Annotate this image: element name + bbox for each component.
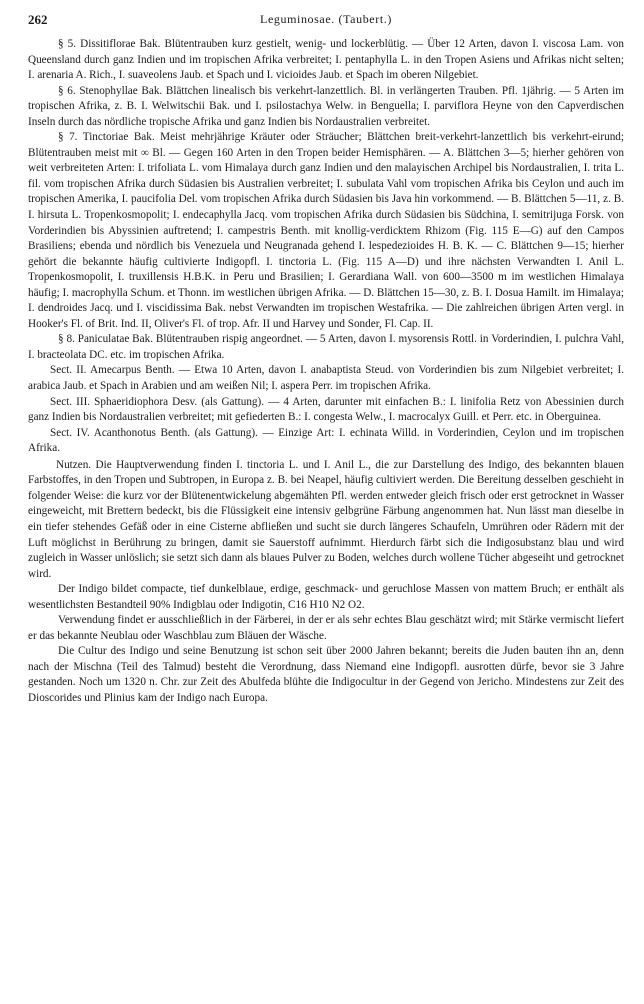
paragraph-section-5: § 5. Dissitiflorae Bak. Blütentrauben kurz gestielt, wenig- und lockerblütig. — Über 12 Arten, davon I. viscosa Lam. von Queensland durch ganz Indien und im tropischen Afrika verbreitet; I. pentaphylla L. in den Tropen Asiens und Afrikas nicht selten; I. arenaria A. Rich., I. suaveolens Jaub. et Spach und I. vicioides Jaub. et Spach im oberen Nilgebiet. xyxy=(28,38,624,82)
paragraph-section-7: § 7. Tinctoriae Bak. Meist mehrjährige Kräuter oder Sträucher; Blättchen breit-verkehrt-lanzettlich bis verkehrt-eirund; Blütentrauben meist mit ∞ Bl. — Gegen 160 Arten in den Tropen beider Hemisphären. — A. Blättchen 3—5; hierher gehören von weit verbreiteten Arten: I. trifoliata L. vom Himalaya durch ganz Indien und den malayischen Archipel bis Nordaustralien, I. trita L. fil. vom tropischen Afrika durch Südasien bis Australien verbreitet; I. subulata Vahl vom tropischen Afrika bis Ceylon und auch im tropischen Amerika, I. paucifolia Del. vom tropischen Afrika durch Südasien bis Java hin vorkommend. — B. Blättchen 5—11, z. B. I. hirsuta L. Tropenkosmopolit; I. endecaphylla Jacq. vom tropischen Afrika durch Südasien bis Südchina, I. semitrijuga Forsk. von Vorderindien bis Abyssinien auftretend; I. campestris Benth. mit knollig-verdicktem Rhizom (Fig. 115 E—G) auf den Campos Brasiliens; ebenda und nördlich bis Venezuela und Neugranada gehend I. lespedezioides H. B. K. — C. Blättchen 9—15; hierher gehört die bekannte häufig cultivierte Indigopfl. I. tinctoria L. (Fig. 115 A—D) und ihre nächsten Verwandten I. Anil L. Tropenkosmopolit, I. truxillensis H.B.K. in Peru und Brasilien; I. Gerardiana Wall. von 600—3500 m im westlichen Himalaya häufig; I. macrophylla Schum. et Thonn. im westlichen übrigen Afrika. — D. Blättchen 15—30, z. B. I. Dosua Hamilt. im Himalaya; I. dendroides Jacq. und I. viscidissima Bak. nebst Verwandten im tropischen Westafrika. — Die zahlreichen übrigen Arten vergl. in Hooker's Fl. of Brit. Ind. II, Oliver's Fl. of trop. Afr. II und Harvey und Sonder, Fl. Cap. II. xyxy=(28,131,624,330)
paragraph-sect-ii: Sect. II. Amecarpus Benth. — Etwa 10 Arten, davon I. anabaptista Steud. von Vorderindien bis zum Nilgebiet verbreitet; I. arabica Jaub. et Spach in Arabien und am weißen Nil; I. aspera Perr. im tropischen Afrika. xyxy=(28,364,624,393)
paragraph-sect-iv: Sect. IV. Acanthonotus Benth. (als Gattung). — Einzige Art: I. echinata Willd. in Vorderindien, Ceylon und im tropischen Afrika. xyxy=(28,426,624,455)
paragraph-sect-iii: Sect. III. Sphaeridiophora Desv. (als Gattung). — 4 Arten, darunter mit einfachen B.: I. linifolia Retz von Abessinien durch ganz Indien bis Nordaustralien verbreitet; mit gefiederten B.: I. congesta Welw., I. macrocalyx Guill. et Perr. etc. in Oberguinea. xyxy=(28,395,624,424)
paragraph-section-8: § 8. Paniculatae Bak. Blütentrauben rispig angeordnet. — 5 Arten, davon I. mysorensis Rottl. in Vorderindien, I. pulchra Vahl, I. bracteolata DC. etc. im tropischen Afrika. xyxy=(28,333,624,361)
paragraph-indigo-properties: Der Indigo bildet compacte, tief dunkelblaue, erdige, geschmack- und geruchlose Massen von mattem Bruch; er enthält als wesentlichsten Bestandteil 90% Indigblau oder Indigotin, C16 H10 N2 O2. xyxy=(28,583,624,611)
page-number: 262 xyxy=(28,12,48,27)
running-head: Leguminosae. (Taubert.) xyxy=(260,12,392,26)
paragraph-section-6: § 6. Stenophyllae Bak. Blättchen linealisch bis verkehrt-lanzettlich. Bl. in verlängerten Trauben. Pfl. 1jährig. — 5 Arten im tropischen Afrika, z. B. I. Welwitschii Bak. und I. psilostachya Welw. in Benguella; I. parviflora Heyne von den Capverdischen Inseln durch das nördliche tropische Afrika und ganz Indien bis Nordaustralien verbreitet. xyxy=(28,84,624,128)
paragraph-indigo-use: Verwendung findet er ausschließlich in der Färberei, in der er als sehr echtes Blau geschätzt wird; mit Stärke vermischt liefert er das bekannte Neublau oder Waschblau zum Bläuen der Wäsche. xyxy=(28,614,624,642)
paragraph-indigo-history: Die Cultur des Indigo und seine Benutzung ist schon seit über 2000 Jahren bekannt; bereits die Juden bauten ihn an, denn nach der Mischna (Teil des Talmud) besteht die Verordnung, dass Niemand eine Indigopfl. ausrotten dürfe, bevor sie 3 Jahre gestanden. Noch um 1320 n. Chr. zur Zeit des Abulfeda blühte die Indigocultur in der Gegend von Jericho. Mindestens zur Zeit des Dioscorides und Plinius kam der Indigo nach Europa. xyxy=(28,645,624,704)
paragraph-nutzen: Nutzen. Die Hauptverwendung finden I. tinctoria L. und I. Anil L., die zur Darstellung des Indigo, des bekannten blauen Farbstoffes, in den Tropen und Subtropen, in Europa z. B. bei Neapel, häufig cultiviert werden. Die Bereitung desselben geschieht in folgender Weise: die kurz vor der Blütenentwickelung abgemähten Pfl. werden entweder gleich frisch oder erst getrocknet in Wasser eingeweicht, mit Brettern bedeckt, bis die Flüssigkeit eine intensiv gelbgrüne Färbung angenommen hat. Nun lässt man dieselbe in ein tiefer stehendes Gefäß oder in eine Cisterne abfließen und sucht sie durch längeres Schaufeln, Umrühren oder Rädern mit der Luft möglichst in Berührung zu bringen, damit sie Sauerstoff aufnimmt. Hierdurch färbt sich die Indigosubstanz blau und wird zugleich in Wasser unlöslich; sie setzt sich dann als blaues Pulver zu Boden, welches durch wollene Tücher abgeseiht und getrocknet wird. xyxy=(28,458,624,580)
page-header xyxy=(28,12,624,28)
